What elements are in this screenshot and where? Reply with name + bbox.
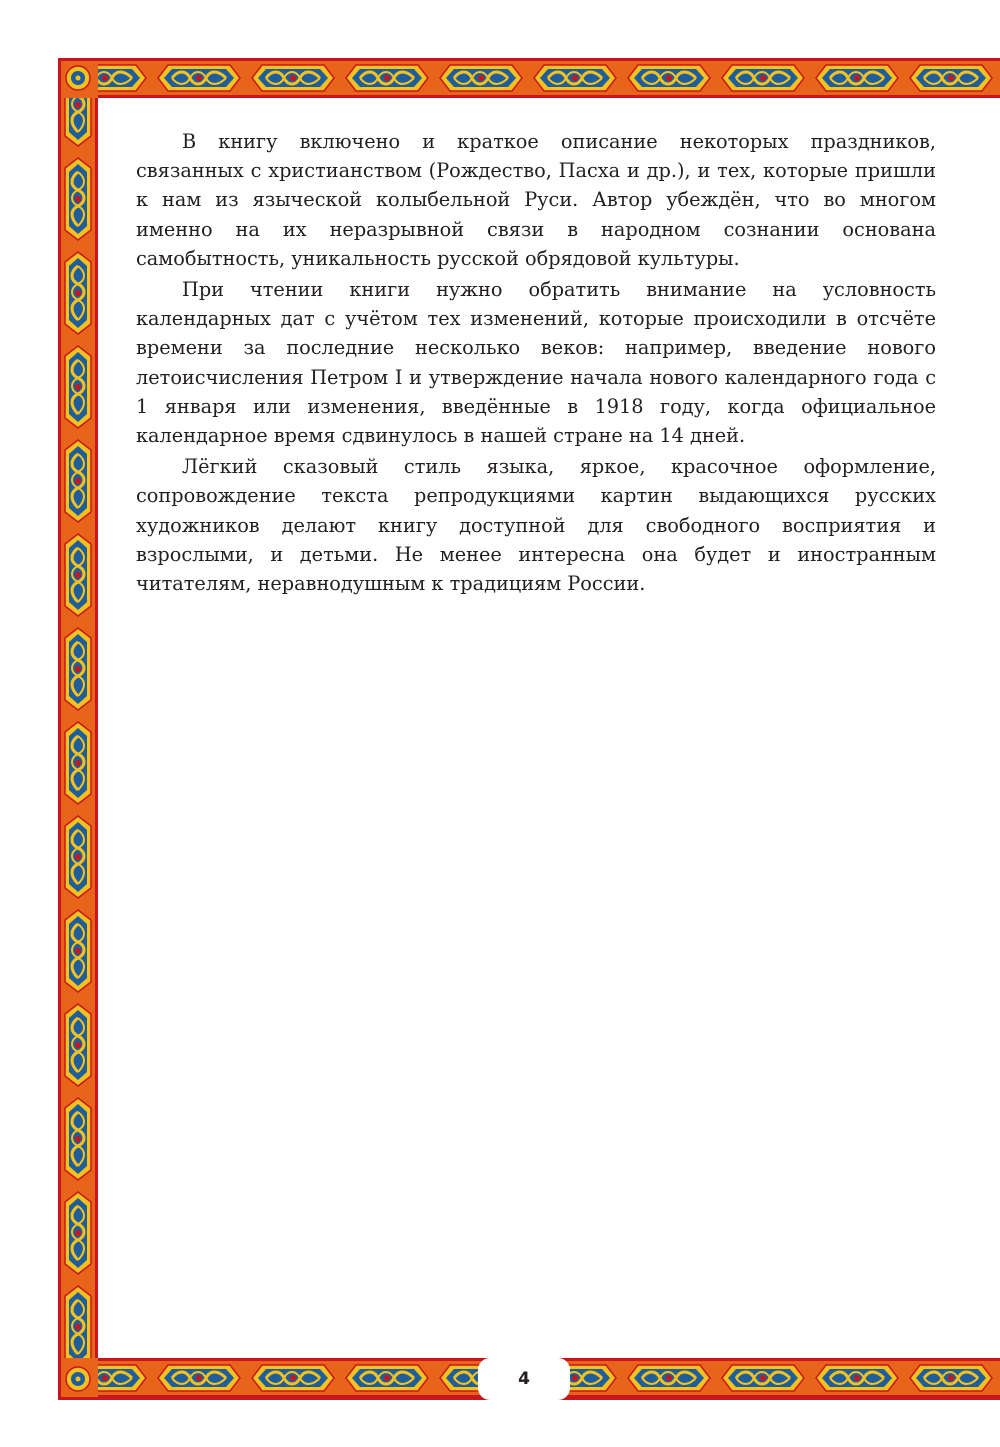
page-number: 4 — [518, 1369, 530, 1389]
paragraph-3: Лёгкий сказовый стиль языка, яркое, красочное оформление, сопровождение текста репродукциями картин выдающихся русских художников делают книгу доступной для свободного восприятия и взрослыми, и детьми. Не менее интересна она будет и иностранным читателям, неравнодушным к традициям России. — [136, 455, 936, 596]
body-text — [136, 127, 936, 600]
page-number-badge — [478, 1358, 570, 1400]
corner-ornament-top-left-icon — [58, 58, 98, 98]
ornamental-border-top — [58, 58, 1000, 98]
ornamental-border-left — [58, 58, 98, 1398]
paragraph-1: В книгу включено и краткое описание некоторых праздников, связанных с христианством (Рождество, Пасха и др.), и тех, которые пришли к нам из языческой колыбельной Руси. Автор убеждён, что во многом именно на их неразрывной связи в народном сознании основана самобытность, уникальность русской обрядовой культуры. — [136, 130, 936, 270]
paragraph-2: При чтении книги нужно обратить внимание на условность календарных дат с учётом тех изменений, которые происходили в отсчёте времени за последние несколько веков: например, введение нового летоисчисления Петром I и утверждение начала нового календарного года с 1 января или изменения, введённые в 1918 году, когда официальное календарное время сдвинулось в нашей стране на 14 дней. — [136, 278, 936, 448]
corner-ornament-bottom-left-icon — [58, 1358, 98, 1400]
